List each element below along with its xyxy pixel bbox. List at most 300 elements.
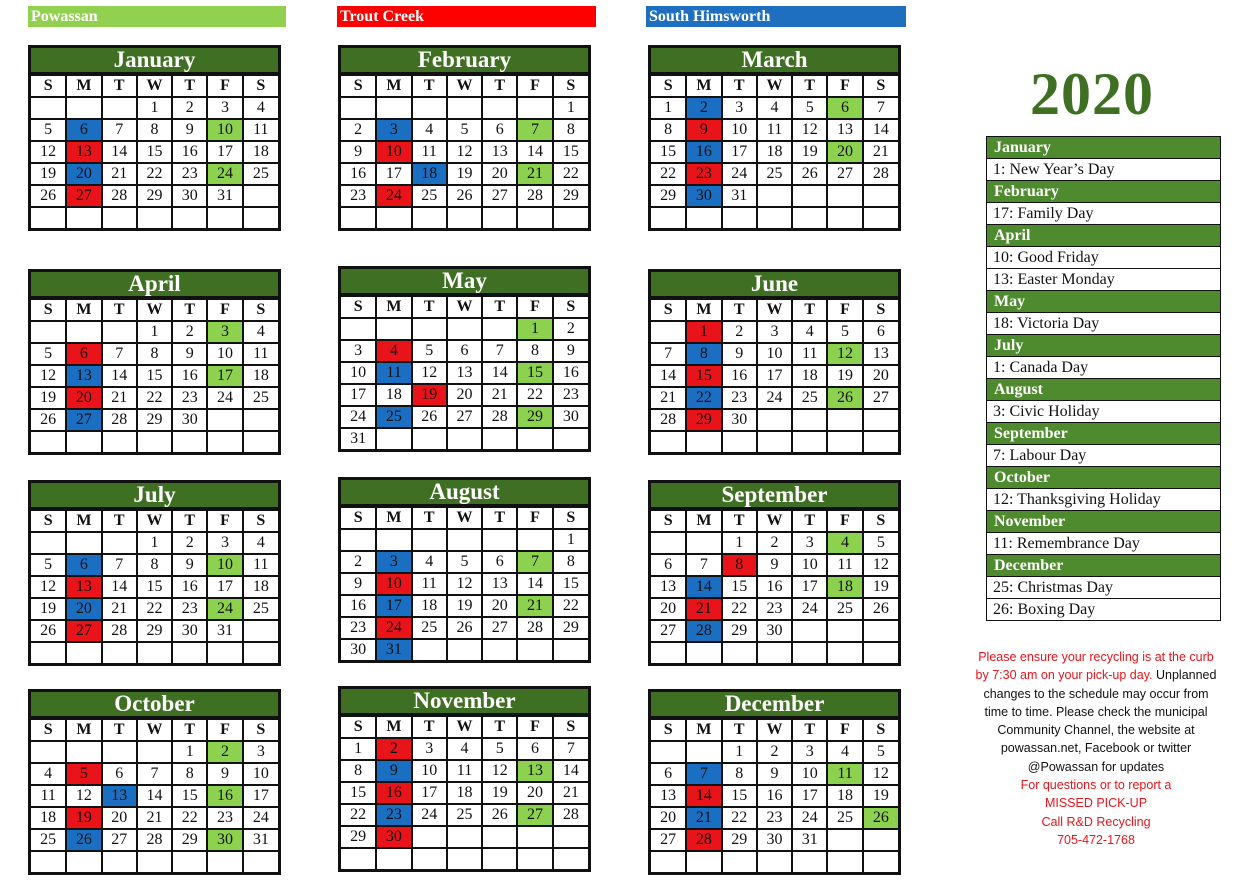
day-cell: 6 [482, 119, 517, 141]
day-cell: 12 [31, 365, 66, 387]
day-cell: 8 [553, 119, 588, 141]
day-cell: 8 [137, 119, 172, 141]
day-cell: 20 [66, 163, 101, 185]
empty-day-cell [757, 185, 792, 207]
day-cell: 3 [376, 119, 411, 141]
holiday-item: 17: Family Day [987, 203, 1220, 225]
day-cell: 9 [757, 554, 792, 576]
day-cell: 1 [137, 532, 172, 554]
month-grid [31, 298, 278, 452]
holiday-item: 1: Canada Day [987, 357, 1220, 379]
weekday-header: M [66, 719, 101, 741]
weekday-header: S [863, 719, 898, 741]
day-cell: 27 [651, 829, 686, 851]
empty-day-cell [517, 428, 552, 449]
day-cell: 12 [863, 763, 898, 785]
empty-day-cell [172, 642, 207, 663]
day-cell: 21 [137, 807, 172, 829]
day-cell: 7 [102, 119, 137, 141]
day-cell: 2 [757, 532, 792, 554]
weekday-header: S [341, 75, 376, 97]
empty-day-cell [792, 409, 827, 431]
day-cell: 4 [376, 340, 411, 362]
weekday-header: T [482, 75, 517, 97]
empty-day-cell [137, 741, 172, 763]
weekday-header: S [243, 510, 278, 532]
weekday-header: M [686, 719, 721, 741]
day-cell: 3 [207, 97, 242, 119]
day-cell: 9 [686, 119, 721, 141]
empty-day-cell [376, 428, 411, 449]
day-cell: 24 [207, 598, 242, 620]
day-cell: 7 [686, 763, 721, 785]
month-title: October [31, 692, 278, 718]
empty-day-cell [412, 826, 447, 848]
day-cell: 1 [651, 97, 686, 119]
day-cell: 5 [863, 532, 898, 554]
day-cell: 18 [757, 141, 792, 163]
day-cell: 8 [172, 763, 207, 785]
day-cell: 20 [482, 595, 517, 617]
day-cell: 3 [412, 738, 447, 760]
day-cell: 1 [172, 741, 207, 763]
day-cell: 4 [243, 321, 278, 343]
weekday-header: T [412, 507, 447, 529]
weekday-header: T [792, 299, 827, 321]
day-cell: 24 [243, 807, 278, 829]
day-cell: 12 [31, 141, 66, 163]
day-cell: 30 [757, 620, 792, 642]
day-cell: 20 [863, 365, 898, 387]
recycling-notice [950, 648, 1242, 849]
month-title: December [651, 692, 898, 718]
day-cell: 5 [447, 551, 482, 573]
weekday-header: S [863, 75, 898, 97]
empty-day-cell [722, 851, 757, 872]
day-cell: 26 [447, 617, 482, 639]
day-cell: 18 [447, 782, 482, 804]
day-cell: 27 [863, 387, 898, 409]
empty-day-cell [102, 532, 137, 554]
day-cell: 22 [686, 387, 721, 409]
day-cell: 8 [722, 763, 757, 785]
holiday-month-header: September [987, 423, 1220, 445]
day-cell: 10 [412, 760, 447, 782]
day-cell: 10 [207, 554, 242, 576]
notice-line-4: Community Channel, the website at [997, 723, 1195, 738]
day-cell: 22 [722, 807, 757, 829]
day-cell: 22 [517, 384, 552, 406]
day-cell: 24 [207, 387, 242, 409]
empty-day-cell [243, 642, 278, 663]
holiday-month-header: February [987, 181, 1220, 203]
empty-day-cell [827, 431, 862, 452]
empty-day-cell [102, 321, 137, 343]
day-cell: 3 [722, 97, 757, 119]
holiday-month-header: April [987, 225, 1220, 247]
empty-day-cell [792, 185, 827, 207]
empty-day-cell [341, 318, 376, 340]
weekday-header: F [517, 716, 552, 738]
day-cell: 16 [722, 365, 757, 387]
day-cell: 27 [66, 185, 101, 207]
empty-day-cell [102, 741, 137, 763]
day-cell: 30 [172, 409, 207, 431]
day-cell: 8 [686, 343, 721, 365]
weekday-header: F [827, 719, 862, 741]
month-title: September [651, 483, 898, 509]
empty-day-cell [207, 851, 242, 872]
month-title: April [31, 272, 278, 298]
day-cell: 13 [651, 785, 686, 807]
day-cell: 15 [172, 785, 207, 807]
day-cell: 27 [827, 163, 862, 185]
weekday-header: W [757, 719, 792, 741]
weekday-header: F [207, 75, 242, 97]
weekday-header: W [757, 510, 792, 532]
day-cell: 6 [66, 554, 101, 576]
empty-day-cell [482, 848, 517, 869]
day-cell: 16 [172, 576, 207, 598]
day-cell: 3 [792, 532, 827, 554]
empty-day-cell [686, 851, 721, 872]
day-cell: 14 [686, 576, 721, 598]
empty-day-cell [341, 97, 376, 119]
day-cell: 25 [757, 163, 792, 185]
day-cell: 6 [651, 554, 686, 576]
day-cell: 27 [482, 185, 517, 207]
day-cell: 3 [757, 321, 792, 343]
weekday-header: S [243, 75, 278, 97]
day-cell: 26 [863, 807, 898, 829]
day-cell: 10 [792, 554, 827, 576]
day-cell: 4 [447, 738, 482, 760]
month-title: January [31, 48, 278, 74]
day-cell: 30 [722, 409, 757, 431]
day-cell: 26 [863, 598, 898, 620]
day-cell: 18 [243, 365, 278, 387]
contact-line-3: Call R&D Recycling [1041, 814, 1151, 829]
day-cell: 23 [553, 384, 588, 406]
empty-day-cell [651, 851, 686, 872]
day-cell: 30 [686, 185, 721, 207]
day-cell: 5 [31, 554, 66, 576]
day-cell: 15 [137, 365, 172, 387]
day-cell: 29 [722, 620, 757, 642]
empty-day-cell [482, 97, 517, 119]
day-cell: 8 [517, 340, 552, 362]
empty-day-cell [376, 318, 411, 340]
day-cell: 18 [243, 576, 278, 598]
day-cell: 23 [172, 163, 207, 185]
day-cell: 18 [376, 384, 411, 406]
day-cell: 27 [447, 406, 482, 428]
weekday-header: S [31, 510, 66, 532]
day-cell: 17 [412, 782, 447, 804]
day-cell: 26 [31, 620, 66, 642]
day-cell: 26 [31, 409, 66, 431]
day-cell: 20 [66, 387, 101, 409]
day-cell: 6 [66, 119, 101, 141]
day-cell: 13 [482, 573, 517, 595]
weekday-header: S [553, 296, 588, 318]
day-cell: 12 [447, 141, 482, 163]
day-cell: 19 [827, 365, 862, 387]
day-cell: 2 [341, 119, 376, 141]
weekday-header: F [517, 296, 552, 318]
empty-day-cell [31, 207, 66, 228]
day-cell: 25 [412, 617, 447, 639]
day-cell: 25 [243, 598, 278, 620]
day-cell: 1 [722, 532, 757, 554]
empty-day-cell [827, 642, 862, 663]
day-cell: 3 [207, 321, 242, 343]
day-cell: 28 [137, 829, 172, 851]
empty-day-cell [447, 428, 482, 449]
day-cell: 28 [686, 620, 721, 642]
empty-day-cell [376, 529, 411, 551]
day-cell: 26 [827, 387, 862, 409]
day-cell: 14 [651, 365, 686, 387]
day-cell: 13 [447, 362, 482, 384]
day-cell: 4 [412, 119, 447, 141]
day-cell: 20 [66, 598, 101, 620]
day-cell: 28 [553, 804, 588, 826]
empty-day-cell [102, 431, 137, 452]
empty-day-cell [517, 848, 552, 869]
empty-day-cell [31, 532, 66, 554]
empty-day-cell [482, 428, 517, 449]
day-cell: 19 [447, 163, 482, 185]
day-cell: 3 [243, 741, 278, 763]
day-cell: 23 [376, 804, 411, 826]
empty-day-cell [31, 851, 66, 872]
empty-day-cell [757, 409, 792, 431]
day-cell: 11 [447, 760, 482, 782]
empty-day-cell [651, 532, 686, 554]
day-cell: 16 [553, 362, 588, 384]
weekday-header: S [553, 507, 588, 529]
day-cell: 16 [757, 785, 792, 807]
empty-day-cell [102, 851, 137, 872]
day-cell: 29 [341, 826, 376, 848]
weekday-header: S [341, 296, 376, 318]
day-cell: 2 [341, 551, 376, 573]
empty-day-cell [412, 529, 447, 551]
weekday-header: S [553, 75, 588, 97]
day-cell: 14 [686, 785, 721, 807]
empty-day-cell [243, 207, 278, 228]
notice-line-6: @Powassan for updates [1027, 759, 1165, 774]
empty-day-cell [447, 97, 482, 119]
month-grid [341, 715, 588, 869]
day-cell: 25 [792, 387, 827, 409]
empty-day-cell [243, 620, 278, 642]
day-cell: 2 [207, 741, 242, 763]
day-cell: 21 [553, 782, 588, 804]
day-cell: 11 [792, 343, 827, 365]
day-cell: 22 [137, 598, 172, 620]
day-cell: 15 [517, 362, 552, 384]
day-cell: 21 [102, 387, 137, 409]
weekday-header: F [207, 510, 242, 532]
empty-day-cell [243, 431, 278, 452]
day-cell: 25 [447, 804, 482, 826]
day-cell: 12 [863, 554, 898, 576]
day-cell: 10 [722, 119, 757, 141]
empty-day-cell [792, 642, 827, 663]
day-cell: 1 [722, 741, 757, 763]
month-grid [651, 298, 898, 452]
day-cell: 17 [207, 365, 242, 387]
day-cell: 9 [722, 343, 757, 365]
weekday-header: M [376, 75, 411, 97]
day-cell: 25 [412, 185, 447, 207]
day-cell: 31 [792, 829, 827, 851]
day-cell: 5 [863, 741, 898, 763]
empty-day-cell [757, 642, 792, 663]
empty-day-cell [447, 318, 482, 340]
day-cell: 31 [341, 428, 376, 449]
holiday-item: 10: Good Friday [987, 247, 1220, 269]
day-cell: 29 [137, 620, 172, 642]
weekday-header: S [31, 75, 66, 97]
day-cell: 1 [517, 318, 552, 340]
day-cell: 29 [172, 829, 207, 851]
empty-day-cell [792, 851, 827, 872]
day-cell: 24 [722, 163, 757, 185]
holiday-item: 25: Christmas Day [987, 577, 1220, 599]
day-cell: 20 [651, 807, 686, 829]
day-cell: 29 [553, 617, 588, 639]
day-cell: 11 [757, 119, 792, 141]
holiday-month-header: August [987, 379, 1220, 401]
empty-day-cell [482, 318, 517, 340]
day-cell: 3 [341, 340, 376, 362]
day-cell: 1 [553, 97, 588, 119]
month-grid [341, 506, 588, 660]
weekday-header: M [686, 510, 721, 532]
calendar-may [338, 266, 591, 452]
day-cell: 15 [553, 573, 588, 595]
day-cell: 20 [447, 384, 482, 406]
day-cell: 29 [517, 406, 552, 428]
day-cell: 9 [172, 343, 207, 365]
day-cell: 15 [137, 141, 172, 163]
year-title: 2020 [1030, 61, 1154, 127]
month-title: August [341, 480, 588, 506]
day-cell: 28 [517, 617, 552, 639]
empty-day-cell [517, 207, 552, 228]
empty-day-cell [31, 642, 66, 663]
day-cell: 23 [207, 807, 242, 829]
empty-day-cell [722, 431, 757, 452]
day-cell: 20 [517, 782, 552, 804]
weekday-header: S [863, 299, 898, 321]
empty-day-cell [31, 431, 66, 452]
weekday-header: T [412, 716, 447, 738]
day-cell: 22 [553, 595, 588, 617]
empty-day-cell [863, 620, 898, 642]
day-cell: 31 [243, 829, 278, 851]
day-cell: 13 [66, 141, 101, 163]
weekday-header: W [137, 510, 172, 532]
empty-day-cell [102, 642, 137, 663]
day-cell: 25 [31, 829, 66, 851]
empty-day-cell [66, 851, 101, 872]
day-cell: 19 [863, 576, 898, 598]
weekday-header: S [651, 299, 686, 321]
day-cell: 25 [827, 598, 862, 620]
weekday-header: S [651, 719, 686, 741]
day-cell: 5 [66, 763, 101, 785]
month-title: June [651, 272, 898, 298]
month-title: February [341, 48, 588, 74]
empty-day-cell [651, 431, 686, 452]
empty-day-cell [651, 741, 686, 763]
empty-day-cell [757, 851, 792, 872]
holiday-item: 7: Labour Day [987, 445, 1220, 467]
day-cell: 5 [447, 119, 482, 141]
day-cell: 14 [517, 141, 552, 163]
weekday-header: M [686, 75, 721, 97]
day-cell: 14 [553, 760, 588, 782]
notice-line-2: changes to the schedule may occur from [983, 686, 1209, 701]
day-cell: 28 [686, 829, 721, 851]
empty-day-cell [757, 431, 792, 452]
day-cell: 31 [722, 185, 757, 207]
weekday-header: W [137, 719, 172, 741]
day-cell: 6 [651, 763, 686, 785]
day-cell: 29 [137, 185, 172, 207]
day-cell: 13 [827, 119, 862, 141]
month-title: May [341, 269, 588, 295]
day-cell: 12 [412, 362, 447, 384]
day-cell: 28 [651, 409, 686, 431]
day-cell: 1 [686, 321, 721, 343]
day-cell: 9 [207, 763, 242, 785]
empty-day-cell [137, 431, 172, 452]
day-cell: 31 [207, 185, 242, 207]
day-cell: 31 [376, 639, 411, 660]
weekday-header: S [243, 719, 278, 741]
day-cell: 15 [137, 576, 172, 598]
day-cell: 17 [792, 576, 827, 598]
calendar-january [28, 45, 281, 231]
day-cell: 14 [102, 576, 137, 598]
day-cell: 11 [243, 554, 278, 576]
day-cell: 6 [482, 551, 517, 573]
day-cell: 12 [447, 573, 482, 595]
weekday-header: S [553, 716, 588, 738]
day-cell: 6 [863, 321, 898, 343]
day-cell: 16 [341, 595, 376, 617]
day-cell: 16 [172, 141, 207, 163]
empty-day-cell [517, 639, 552, 660]
day-cell: 24 [792, 598, 827, 620]
day-cell: 22 [651, 163, 686, 185]
empty-day-cell [482, 639, 517, 660]
day-cell: 14 [102, 141, 137, 163]
day-cell: 2 [686, 97, 721, 119]
day-cell: 2 [172, 532, 207, 554]
day-cell: 10 [376, 141, 411, 163]
empty-day-cell [172, 431, 207, 452]
day-cell: 27 [482, 617, 517, 639]
day-cell: 8 [553, 551, 588, 573]
zone-label-south-himsworth: South Himsworth [646, 6, 906, 27]
day-cell: 12 [31, 576, 66, 598]
